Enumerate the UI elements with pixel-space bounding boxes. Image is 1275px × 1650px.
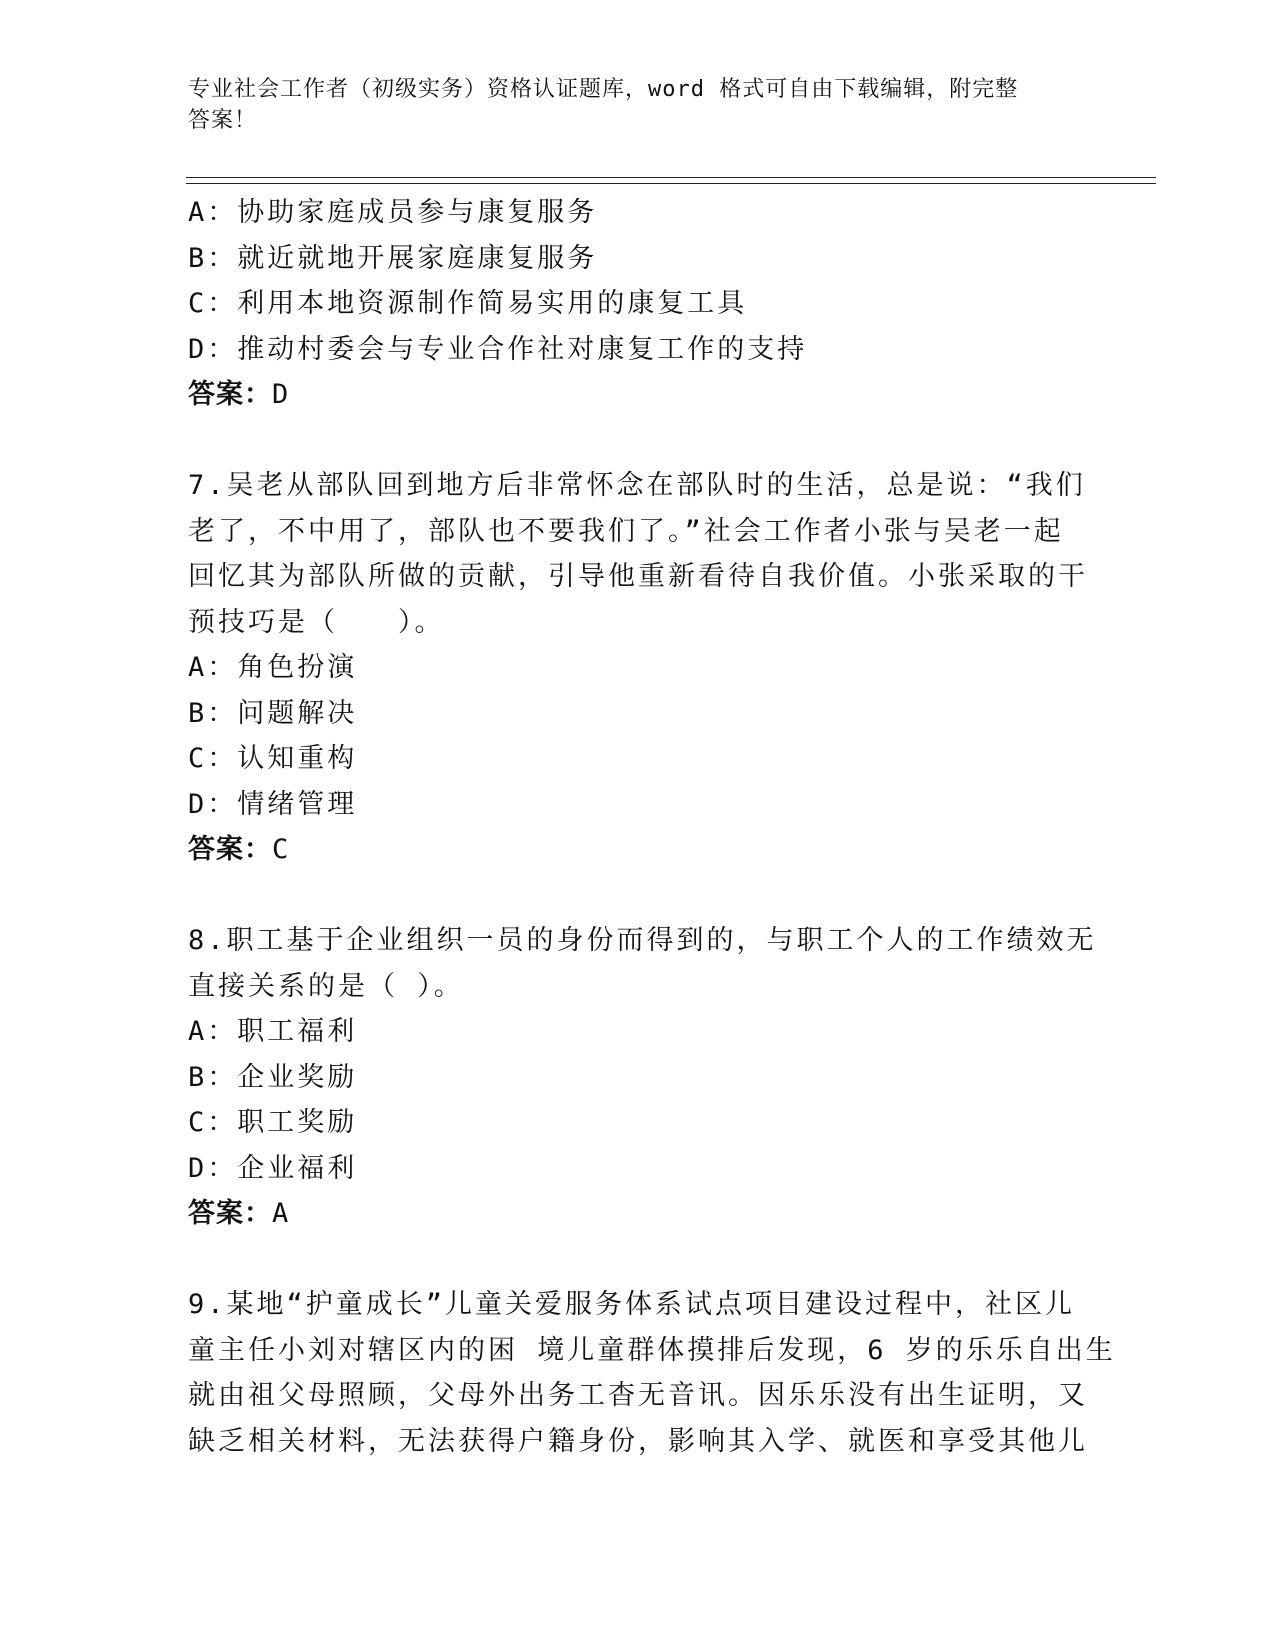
question-text-line: 8.职工基于企业组织一员的身份而得到的，与职工个人的工作绩效无 xyxy=(188,925,1097,956)
question-text-line: 回忆其为部队所做的贡献，引导他重新看待自我价值。小张采取的干 xyxy=(188,561,1088,592)
header-line-2: 答案！ xyxy=(188,108,258,133)
option-d: D：企业福利 xyxy=(188,1152,358,1184)
question-7 xyxy=(188,463,1088,873)
header-line-1: 专业社会工作者（初级实务）资格认证题库，word 格式可自由下载编辑，附完整 xyxy=(188,77,1019,102)
question-text-line: 就由祖父母照顾，父母外出务工杳无音讯。因乐乐没有出生证明，又 xyxy=(188,1380,1088,1411)
option-a: A：协助家庭成员参与康复服务 xyxy=(188,197,598,228)
option-d: D：推动村委会与专业合作社对康复工作的支持 xyxy=(188,333,808,365)
question-text-line: 缺乏相关材料，无法获得户籍身份，影响其入学、就医和享受其他儿 xyxy=(188,1425,1088,1457)
header-divider-bottom xyxy=(186,183,1156,184)
answer-value: A xyxy=(272,1198,291,1229)
document-body xyxy=(188,190,1116,1464)
header-divider-top xyxy=(186,177,1156,178)
spacer xyxy=(188,873,1068,919)
question-text-line: 直接关系的是（ ）。 xyxy=(188,970,464,1002)
option-a: A：职工福利 xyxy=(188,1016,358,1047)
question-9 xyxy=(188,1282,1116,1464)
answer-label: 答案： xyxy=(188,379,272,410)
answer-line xyxy=(188,827,1068,873)
answer-label: 答案： xyxy=(188,834,272,865)
answer-line xyxy=(188,1191,1068,1237)
question-6 xyxy=(188,190,1068,418)
answer-line xyxy=(188,372,1068,418)
spacer xyxy=(188,1237,1068,1283)
question-8 xyxy=(188,918,1097,1237)
spacer xyxy=(188,418,1068,464)
answer-label: 答案： xyxy=(188,1198,272,1229)
option-c: C：认知重构 xyxy=(188,743,358,774)
question-text-line: 预技巧是（ ）。 xyxy=(188,606,445,638)
answer-value: D xyxy=(272,379,291,410)
option-b: B：问题解决 xyxy=(188,697,358,729)
option-b: B：就近就地开展家庭康复服务 xyxy=(188,242,598,274)
option-c: C：职工奖励 xyxy=(188,1107,358,1138)
page-header xyxy=(188,74,1068,136)
option-d: D：情绪管理 xyxy=(188,788,358,820)
option-c: C：利用本地资源制作简易实用的康复工具 xyxy=(188,288,748,319)
question-text-line: 老了，不中用了，部队也不要我们了。”社会工作者小张与吴老一起 xyxy=(188,515,1064,547)
question-text-line: 7.吴老从部队回到地方后非常怀念在部队时的生活，总是说：“我们 xyxy=(188,470,1086,501)
option-a: A：角色扮演 xyxy=(188,652,358,683)
question-text-line: 9.某地“护童成长”儿童关爱服务体系试点项目建设过程中，社区儿 xyxy=(188,1289,1076,1320)
question-text-line: 童主任小刘对辖区内的困 境儿童群体摸排后发现，6 岁的乐乐自出生 xyxy=(188,1334,1116,1366)
option-b: B：企业奖励 xyxy=(188,1061,358,1093)
answer-value: C xyxy=(272,834,291,865)
